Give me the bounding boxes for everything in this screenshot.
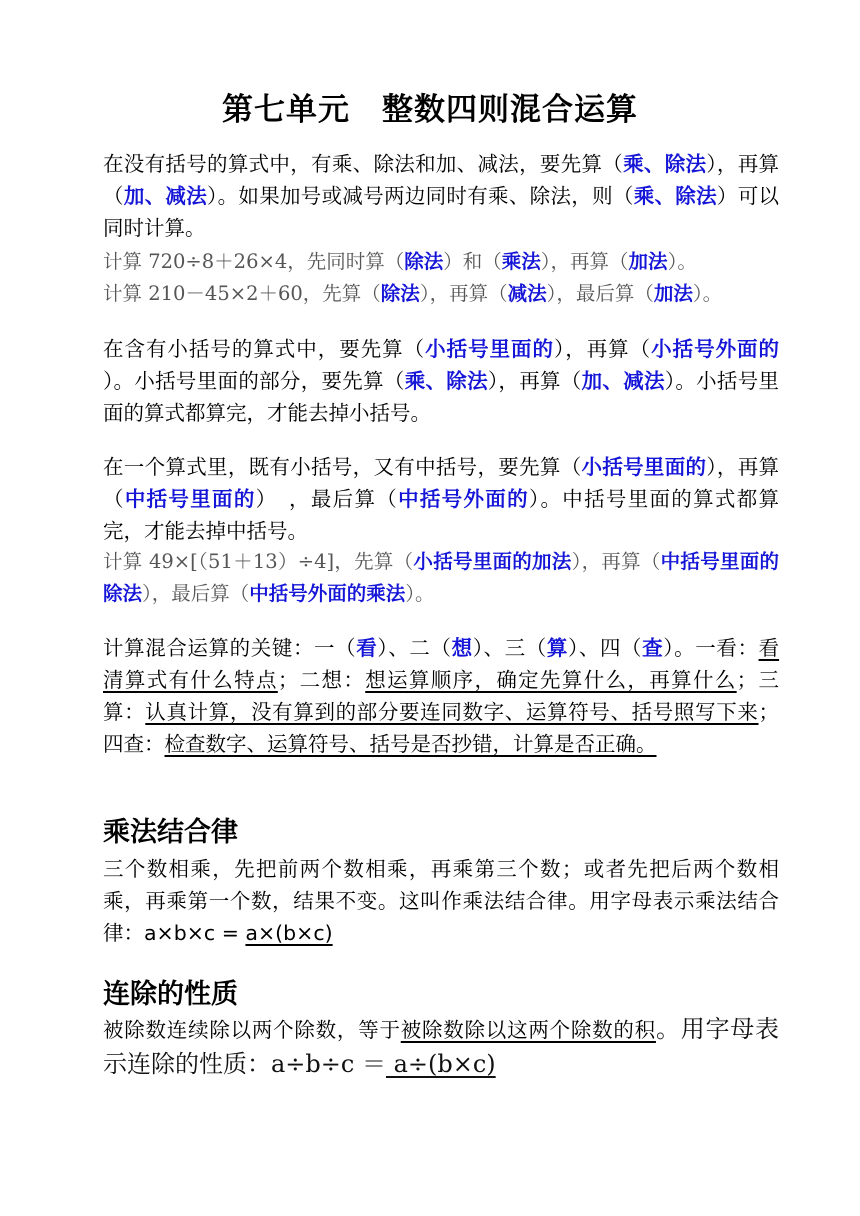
answer: 看 — [356, 636, 378, 660]
underlined-answer: 被除数除以这两个除数的积 — [400, 1018, 656, 1042]
page-title: 第七单元 整数四则混合运算 — [222, 92, 638, 128]
text: 在含有小括号的算式中，要先算（ — [103, 337, 426, 361]
answer: 小括号里面的 — [425, 337, 554, 361]
underlined-answer: 认真计算，没有算到的部分要连同数字、运算符号、括号照写下来 — [145, 700, 759, 724]
text: ；二想： — [277, 668, 366, 692]
text: ；四查： — [103, 700, 780, 756]
text: ）、二（ — [377, 636, 452, 660]
text: 三个数相乘，先把前两个数相乘，再乘第三个数；或者先把后两个数相乘，再乘第一个数，结果不变。这叫作乘法结合律。用字母表示乘法结合律：a×b×c = — [103, 857, 779, 945]
text: ），再算（ — [419, 282, 508, 305]
answer: 小括号里面的加法 — [413, 550, 572, 573]
answer: 加法 — [653, 282, 693, 305]
section-heading-associative-law: 乘法结合律 — [103, 817, 238, 848]
text: ），再算（ — [103, 455, 780, 511]
underlined-answer: 检查数字、运算符号、括号是否抄错，计算是否正确。 — [164, 732, 657, 756]
text: ）。小括号里面的算式都算完，才能去掉小括号。 — [103, 369, 780, 425]
example-3 — [103, 546, 779, 610]
answer: 乘、除法 — [633, 184, 717, 208]
example-2 — [103, 278, 779, 310]
text: ）。 — [667, 250, 697, 273]
answer: 除法 — [380, 282, 420, 305]
answer: 乘、除法 — [623, 152, 707, 176]
text: ），最后算（ — [546, 282, 654, 305]
text: ） ，最后算（ — [255, 487, 399, 511]
answer: 乘法 — [501, 250, 541, 273]
answer: 小括号里面的 — [581, 455, 707, 479]
text: ）、四（ — [567, 636, 643, 660]
rule-small-brackets — [103, 333, 779, 429]
answer: 乘、除法 — [404, 369, 488, 393]
text: 计算 49×[（51＋13）÷4]，先算（ — [103, 550, 414, 573]
answer: 算 — [546, 636, 568, 660]
answer: 中括号里面的除法 — [103, 550, 779, 605]
text: 在没有括号的算式中，有乘、除法和加、减法，要先算（ — [103, 152, 624, 176]
answer: 小括号外面的 — [651, 337, 780, 361]
text: ），最后算（ — [142, 582, 250, 605]
rule-no-brackets — [103, 148, 779, 244]
underlined-answer: a÷(b×c) — [385, 1050, 496, 1078]
text: ）。中括号里面的算式都算完，才能去掉中括号。 — [103, 487, 780, 543]
rule-middle-brackets — [103, 451, 779, 547]
text: ），再算（ — [554, 337, 652, 361]
underlined-answer: a×(b×c) — [245, 921, 333, 945]
division-property-text — [103, 1012, 779, 1082]
text: ）和（ — [443, 250, 502, 273]
answer: 加法 — [628, 250, 668, 273]
answer: 中括号外面的 — [398, 487, 529, 511]
underlined-answer: 看清算式有什么特点 — [103, 636, 780, 692]
text: 被除数连续除以两个除数，等于 — [103, 1018, 401, 1042]
answer: 加、减法 — [581, 369, 665, 393]
text: 计算 210－45×2＋60，先算（ — [103, 282, 381, 305]
text: 计算混合运算的关键：一（ — [103, 636, 357, 660]
answer: 中括号里面的 — [124, 487, 256, 511]
text: ），再算（ — [540, 250, 629, 273]
text: ）。一看： — [663, 636, 759, 660]
answer: 中括号外面的乘法 — [249, 582, 406, 605]
answer: 除法 — [404, 250, 444, 273]
text: ）可以同时计算。 — [103, 184, 780, 240]
section-heading-division-property: 连除的性质 — [103, 979, 238, 1010]
text: ）。 — [692, 282, 723, 305]
text: ）。如果加号或减号两边同时有乘、除法，则（ — [207, 184, 634, 208]
text: 计算 720÷8＋26×4，先同时算（ — [103, 250, 405, 273]
answer: 想 — [451, 636, 473, 660]
text: ），再算（ — [487, 369, 582, 393]
associative-law-text — [103, 853, 779, 949]
answer: 减法 — [507, 282, 547, 305]
text: ），再算（ — [571, 550, 661, 573]
underlined-answer: 想运算顺序，确定先算什么，再算什么 — [365, 668, 737, 692]
answer: 加、减法 — [123, 184, 208, 208]
text: ），再算（ — [103, 152, 780, 208]
text: ）。小括号里面的部分，要先算（ — [103, 369, 405, 393]
text: ）、三（ — [472, 636, 547, 660]
mixed-operation-keys — [103, 632, 779, 760]
answer: 查 — [642, 636, 664, 660]
example-1 — [103, 246, 779, 278]
text: ）。 — [405, 582, 435, 605]
text: ；三算： — [103, 668, 780, 724]
text: 。用字母表示连除的性质：a÷b÷c ＝ — [103, 1015, 780, 1078]
text: 在一个算式里，既有小括号，又有中括号，要先算（ — [103, 455, 582, 479]
